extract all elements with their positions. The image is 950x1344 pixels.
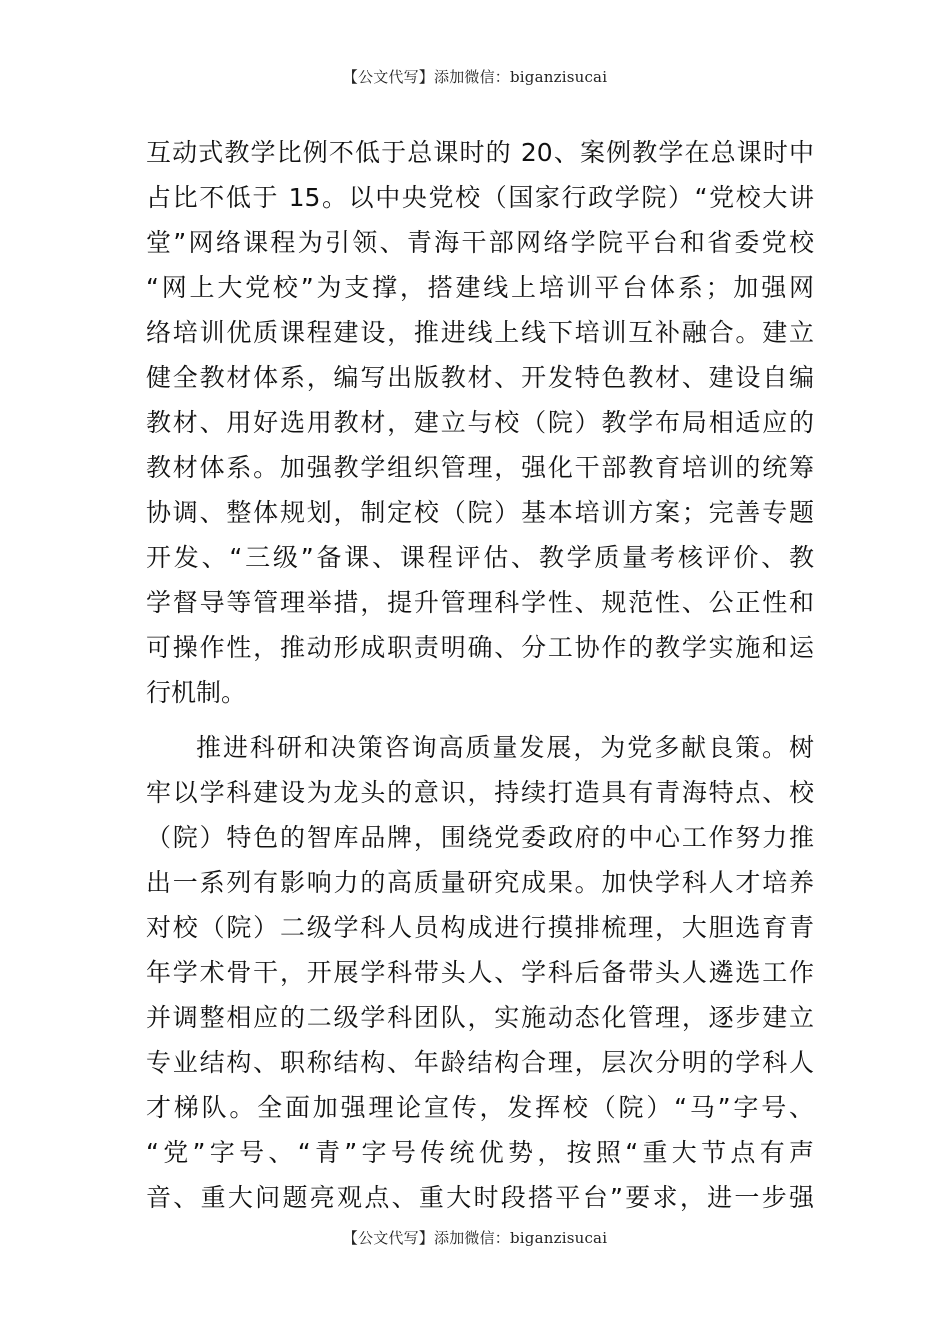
text-line: 协调、整体规划，制定校（院）基本培训方案；完善专题 — [146, 498, 814, 527]
paragraph-2 — [146, 725, 814, 1220]
document-body — [146, 130, 814, 1220]
text-line: 行机制。 — [146, 678, 247, 707]
text-line: 互动式教学比例不低于总课时的 20、案例教学在总课时中 — [146, 138, 814, 167]
text-line: 音、重大问题亮观点、重大时段搭平台”要求，进一步强 — [146, 1183, 814, 1212]
text-line: 络培训优质课程建设，推进线上线下培训互补融合。建立 — [146, 318, 814, 347]
text-line: “党”字号、“青”字号传统优势，按照“重大节点有声 — [146, 1138, 814, 1167]
text-line: 堂”网络课程为引领、青海干部网络学院平台和省委党校 — [146, 228, 814, 257]
text-line: 健全教材体系，编写出版教材、开发特色教材、建设自编 — [146, 363, 814, 392]
paragraph-1 — [146, 130, 814, 715]
page-footer: 【公文代写】添加微信：biganzisucai — [342, 1229, 608, 1247]
text-line: 学督导等管理举措，提升管理科学性、规范性、公正性和 — [146, 588, 814, 617]
text-line: 推进科研和决策咨询高质量发展，为党多献良策。树 — [196, 733, 814, 762]
text-line: 对校（院）二级学科人员构成进行摸排梳理，大胆选育青 — [146, 913, 814, 942]
text-line: 专业结构、职称结构、年龄结构合理，层次分明的学科人 — [146, 1048, 814, 1077]
text-line: 可操作性，推动形成职责明确、分工协作的教学实施和运 — [146, 633, 814, 662]
text-line: 才梯队。全面加强理论宣传，发挥校（院）“马”字号、 — [146, 1093, 814, 1122]
text-line: 并调整相应的二级学科团队，实施动态化管理，逐步建立 — [146, 1003, 814, 1032]
text-line: 教材体系。加强教学组织管理，强化干部教育培训的统筹 — [146, 453, 814, 482]
text-line: 开发、“三级”备课、课程评估、教学质量考核评价、教 — [146, 543, 814, 572]
text-line: 出一系列有影响力的高质量研究成果。加快学科人才培养 — [146, 868, 814, 897]
page-header: 【公文代写】添加微信：biganzisucai — [342, 68, 608, 86]
text-line: 年学术骨干，开展学科带头人、学科后备带头人遴选工作 — [146, 958, 814, 987]
text-line: “网上大党校”为支撑，搭建线上培训平台体系；加强网 — [146, 273, 814, 302]
text-line: 牢以学科建设为龙头的意识，持续打造具有青海特点、校 — [146, 778, 814, 807]
text-line: 教材、用好选用教材，建立与校（院）教学布局相适应的 — [146, 408, 814, 437]
text-line: 占比不低于 15。以中央党校（国家行政学院）“党校大讲 — [146, 183, 814, 212]
paragraph-gap — [146, 715, 814, 725]
text-line: （院）特色的智库品牌，围绕党委政府的中心工作努力推 — [146, 823, 814, 852]
